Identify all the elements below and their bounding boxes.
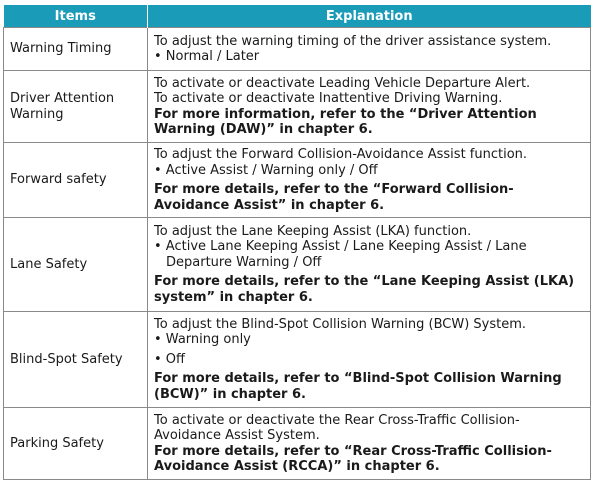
row-explanation xyxy=(148,143,591,218)
row-explanation xyxy=(148,28,591,71)
explanation-reference: For more details, refer to the “Lane Keeping Assist (LKA) system” in chapter 6. xyxy=(154,274,575,305)
explanation-option: • Active Lane Keeping Assist / Lane Keeping Assist / Lane Departure Warning / Off xyxy=(154,239,527,270)
explanation-line: To adjust the Blind-Spot Collision Warning (BCW) System. xyxy=(154,316,527,332)
explanation-line: To activate or deactivate Inattentive Driving Warning. xyxy=(154,91,503,106)
row-item-lane-safety: Lane Safety xyxy=(4,218,148,312)
explanation-reference: For more details, refer to “Blind-Spot Collision Warning (BCW)” in chapter 6. xyxy=(154,371,562,402)
table-row xyxy=(4,143,591,218)
row-item-parking-safety: Parking Safety xyxy=(4,408,148,480)
explanation-option: • Active Assist / Warning only / Off xyxy=(154,162,378,178)
row-explanation xyxy=(148,218,591,312)
table-row xyxy=(4,408,591,480)
explanation-line: To activate or deactivate the Rear Cross-Traffic Collision-Avoidance Assist System. xyxy=(154,412,520,443)
settings-table-container xyxy=(3,5,590,480)
explanation-reference: For more details, refer to the “Forward Collision-Avoidance Assist” in chapter 6. xyxy=(154,182,514,213)
settings-table xyxy=(3,5,591,480)
table-row xyxy=(4,28,591,71)
header-items: Items xyxy=(4,5,148,28)
header-explanation: Explanation xyxy=(148,5,591,28)
row-item-warning-timing: Warning Timing xyxy=(4,28,148,71)
row-explanation xyxy=(148,408,591,480)
explanation-option: • Normal / Later xyxy=(154,49,260,64)
explanation-reference: For more information, refer to the “Driver Attention Warning (DAW)” in chapter 6. xyxy=(154,106,537,137)
row-item-blind-spot-safety: Blind-Spot Safety xyxy=(4,312,148,408)
table-row xyxy=(4,71,591,143)
explanation-option: • Warning only xyxy=(154,332,251,348)
explanation-line: To adjust the warning timing of the driver assistance system. xyxy=(154,33,552,49)
explanation-line: To adjust the Forward Collision-Avoidance Assist function. xyxy=(154,147,528,162)
explanation-line: To adjust the Lane Keeping Assist (LKA) function. xyxy=(154,223,472,239)
row-item-forward-safety: Forward safety xyxy=(4,143,148,218)
table-header-row xyxy=(4,5,591,28)
table-row xyxy=(4,312,591,408)
row-explanation xyxy=(148,312,591,408)
explanation-reference: For more details, refer to “Rear Cross-Traffic Collision-Avoidance Assist (RCCA)” in chapter 6. xyxy=(154,443,552,474)
row-item-driver-attention-warning: Driver Attention Warning xyxy=(4,71,148,143)
explanation-option: • Off xyxy=(154,351,185,367)
explanation-line: To activate or deactivate Leading Vehicle Departure Alert. xyxy=(154,75,531,91)
table-row xyxy=(4,218,591,312)
row-explanation xyxy=(148,71,591,143)
